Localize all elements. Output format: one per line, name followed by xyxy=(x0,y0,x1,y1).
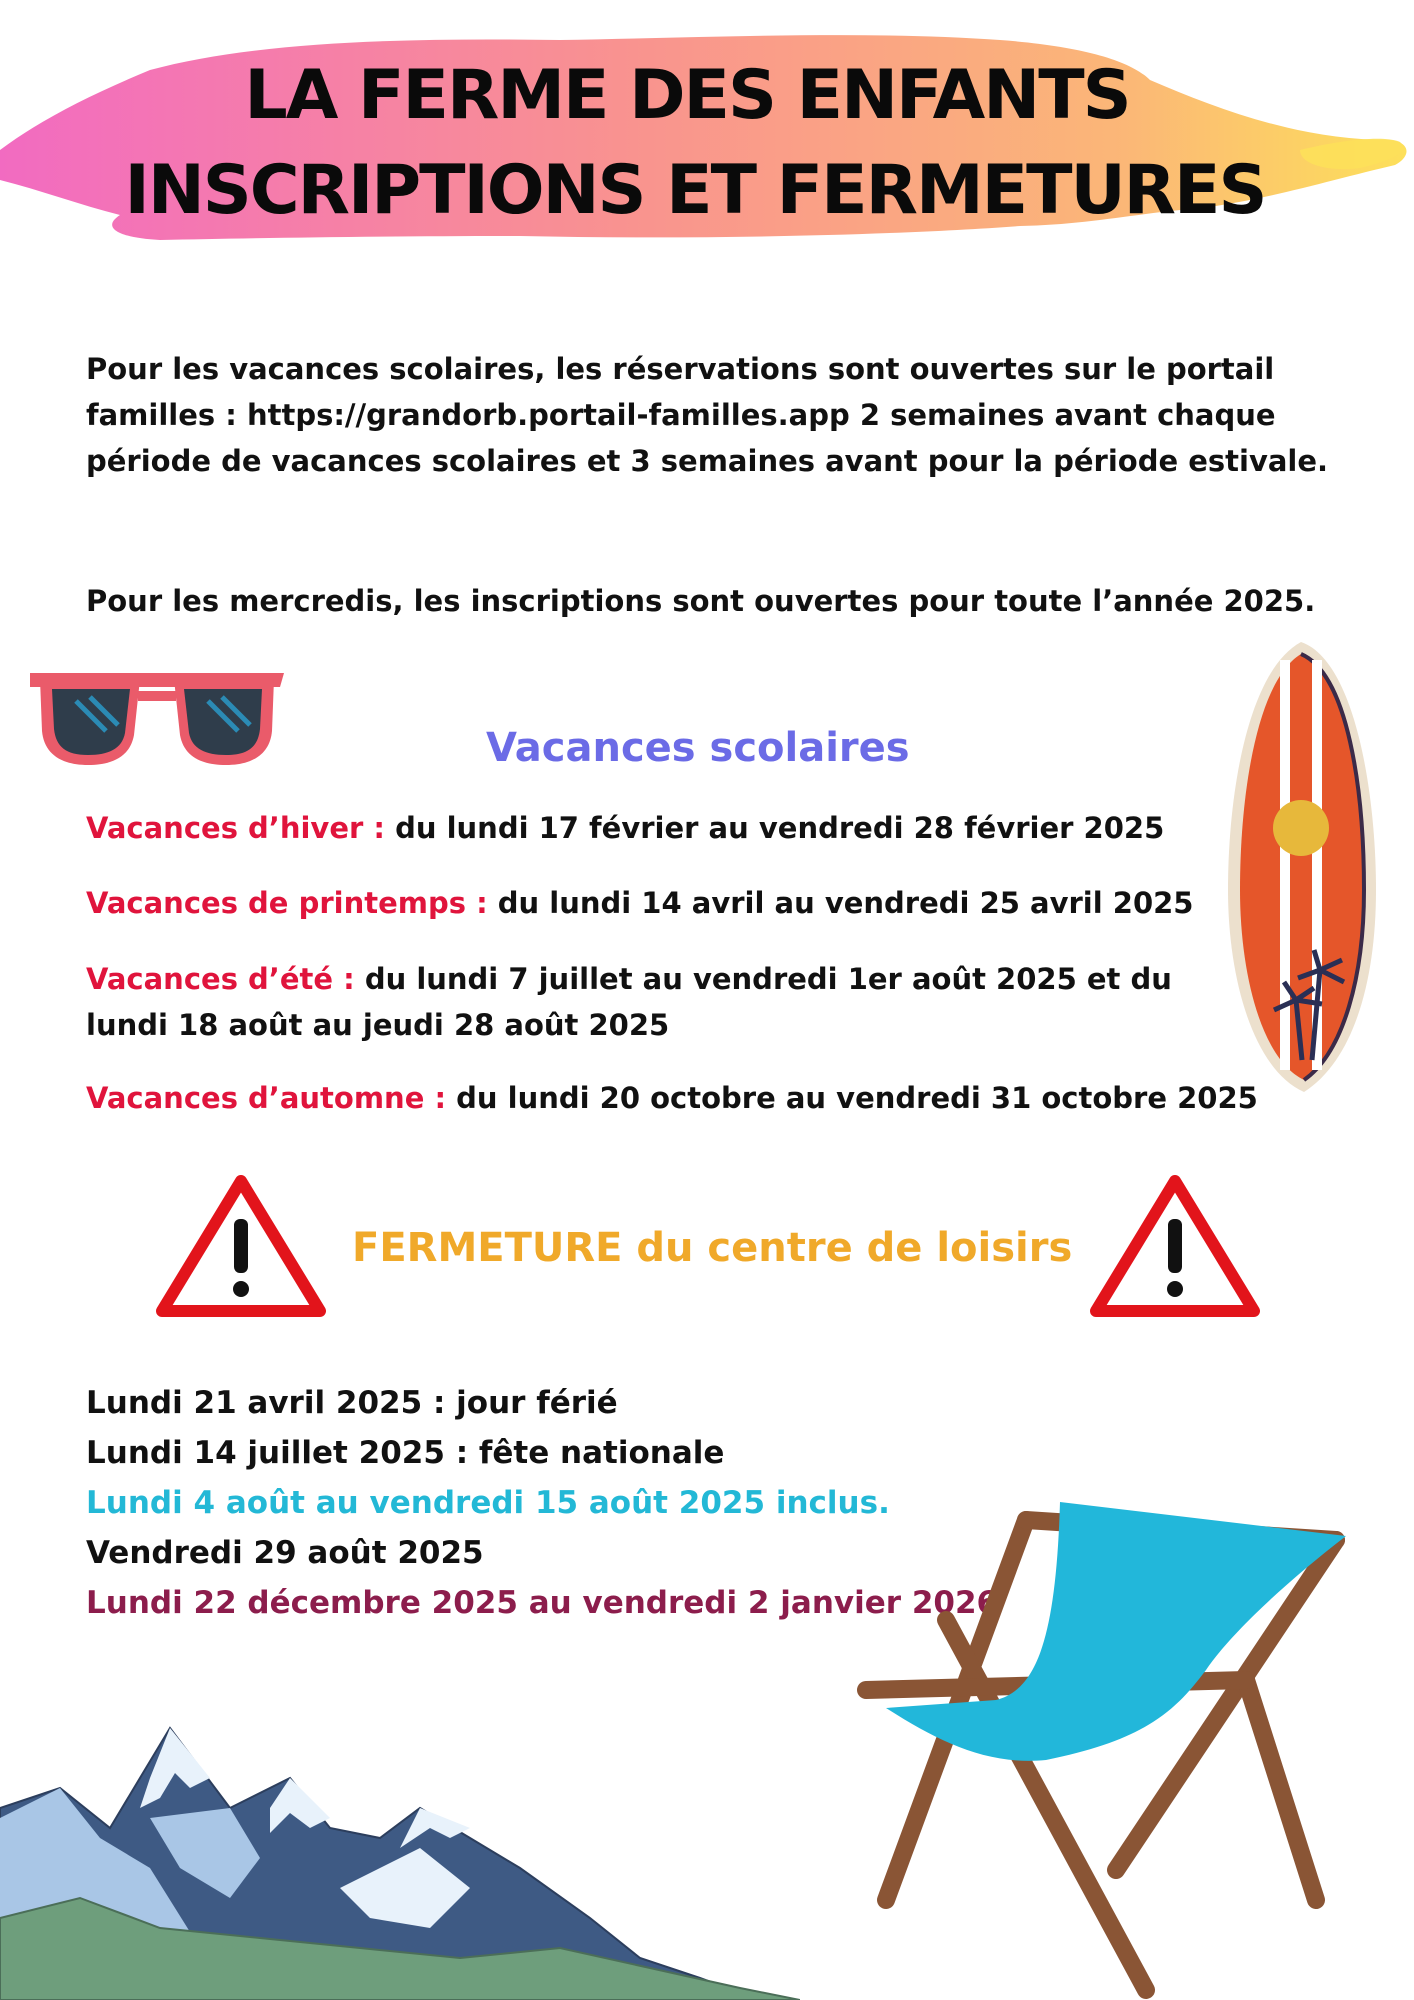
surfboard-icon xyxy=(1224,640,1378,1096)
intro-paragraph-reservations: Pour les vacances scolaires, les réservations sont ouvertes sur le portail familles : https://grandorb.portail-familles.app 2 semaines avant chaque période de vacances scolaires et 3 semaines avant pour la période estivale. xyxy=(86,352,1329,478)
vacances-item-label: Vacances de printemps : xyxy=(86,886,488,920)
vacances-section-title: Vacances scolaires xyxy=(486,725,910,771)
fermeture-item: Lundi 21 avril 2025 : jour férié xyxy=(86,1385,618,1421)
warning-icon xyxy=(1090,1175,1260,1317)
vacances-item-printemps xyxy=(86,880,1286,926)
fermeture-item: Lundi 14 juillet 2025 : fête nationale xyxy=(86,1435,725,1471)
vacances-item-dates: du lundi 17 février au vendredi 28 février 2025 xyxy=(384,811,1165,845)
vacances-item-label: Vacances d’hiver : xyxy=(86,811,385,845)
intro-paragraph-mercredis: Pour les mercredis, les inscriptions sont ouvertes pour toute l’année 2025. xyxy=(86,584,1316,618)
fermeture-item: Lundi 22 décembre 2025 au vendredi 2 janvier 2026 xyxy=(86,1585,999,1621)
vacances-item-label: Vacances d’automne : xyxy=(86,1081,447,1115)
vacances-item-dates: du lundi 7 juillet au vendredi 1er août 2025 et du lundi 18 août au jeudi 28 août 2025 xyxy=(86,962,1172,1042)
page-title-line-2: INSCRIPTIONS ET FERMETURES xyxy=(124,151,1266,230)
fermeture-item: Vendredi 29 août 2025 xyxy=(86,1535,484,1571)
vacances-item-label: Vacances d’été : xyxy=(86,962,355,996)
sunglasses-icon xyxy=(26,665,288,775)
vacances-item-ete xyxy=(86,956,1196,1048)
beach-chair-icon xyxy=(846,1470,1386,2000)
fermeture-section-title: FERMETURE du centre de loisirs xyxy=(352,1225,1073,1271)
vacances-item-dates: du lundi 20 octobre au vendredi 31 octobre 2025 xyxy=(446,1081,1258,1115)
vacances-item-automne xyxy=(86,1075,1286,1121)
vacances-item-hiver xyxy=(86,805,1286,851)
vacances-item-dates: du lundi 14 avril au vendredi 25 avril 2025 xyxy=(487,886,1194,920)
mountains-icon xyxy=(0,1718,800,2000)
page-title-line-1: LA FERME DES ENFANTS xyxy=(244,56,1130,135)
fermeture-item: Lundi 4 août au vendredi 15 août 2025 inclus. xyxy=(86,1485,890,1521)
warning-icon xyxy=(156,1175,326,1317)
